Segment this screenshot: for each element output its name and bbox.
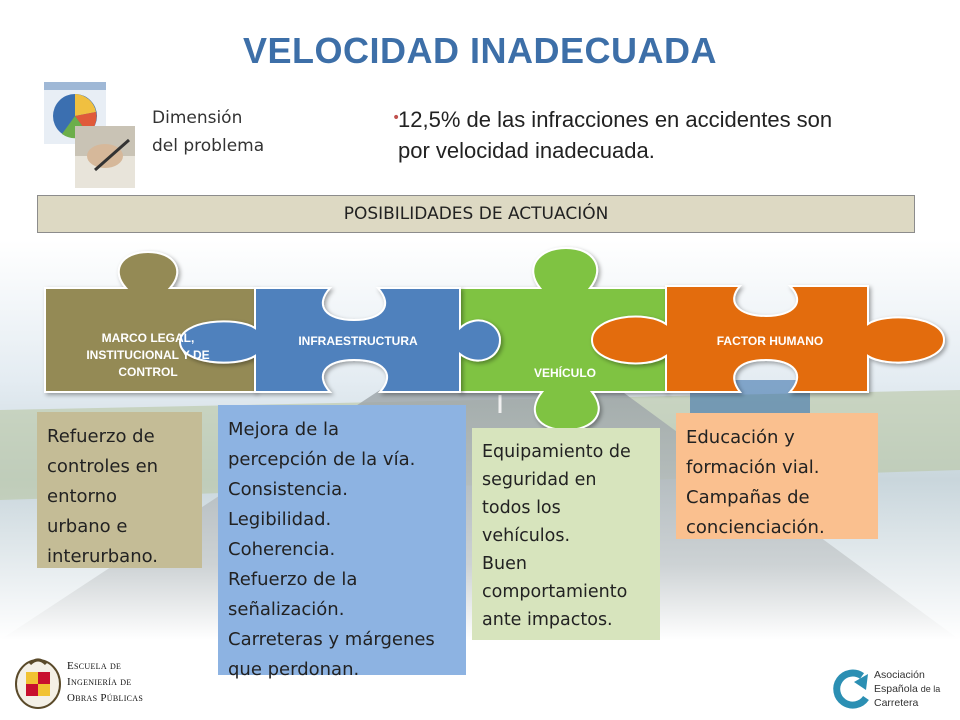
eicop-name <box>67 658 143 706</box>
vehicle-action-line: Equipamiento de <box>482 442 631 462</box>
aec-name-line2 <box>874 682 940 696</box>
puzzle-label-legal-line3: CONTROL <box>118 365 178 379</box>
vehicle-action-line: todos los <box>482 498 561 518</box>
dimension-label-line2: del problema <box>152 136 265 156</box>
eicop-crest-logo <box>12 654 64 710</box>
dimension-label-line1: Dimensión <box>152 108 243 128</box>
puzzle-label-legal-line1: MARCO LEGAL, <box>101 331 195 345</box>
puzzle-label-legal <box>48 330 248 381</box>
eicop-name-line3: Obras Públicas <box>67 692 144 704</box>
human-action-line: formación vial. <box>686 457 820 478</box>
infra-action-line: Consistencia. <box>228 479 348 500</box>
infrastructure-actions-box <box>218 405 466 680</box>
legal-action-line: controles en <box>47 456 159 477</box>
vehicle-action-line: comportamiento <box>482 582 628 602</box>
infra-action-line: percepción de la vía. <box>228 449 416 470</box>
infra-action-line: Legibilidad. <box>228 509 332 530</box>
slide-title: VELOCIDAD INADECUADA <box>242 30 717 71</box>
infra-action-line: Coherencia. <box>228 539 336 560</box>
actions-banner: POSIBILIDADES DE ACTUACIÓN <box>37 195 915 233</box>
eicop-name-line1: Escuela de <box>67 660 122 672</box>
legal-action-line: urbano e <box>47 516 128 537</box>
aec-name <box>874 668 940 710</box>
eicop-name-line2: Ingeniería de <box>67 676 132 688</box>
puzzle-label-infrastructure: INFRAESTRUCTURA <box>298 334 418 348</box>
puzzle-label-legal-line2: INSTITUCIONAL Y DE <box>86 348 210 362</box>
puzzle-label-human: FACTOR HUMANO <box>716 334 824 348</box>
infra-action-line: Mejora de la <box>228 419 340 440</box>
dimension-label <box>152 104 302 160</box>
aec-name-line2b: de la <box>920 684 941 694</box>
bullet-text: 12,5% de las infracciones en accidentes son por velocidad inadecuada. <box>398 107 833 163</box>
infra-action-line: Carreteras y márgenes <box>228 629 435 650</box>
human-action-line: concienciación. <box>686 517 825 538</box>
vehicle-action-line: ante impactos. <box>482 610 613 630</box>
vehicle-action-line: vehículos. <box>482 526 571 546</box>
human-action-line: Educación y <box>686 427 795 448</box>
hand-writing-thumbnail-image <box>75 126 135 188</box>
vehicle-action-line: Buen <box>482 554 527 574</box>
legal-action-line: interurbano. <box>47 546 159 567</box>
human-action-line: Campañas de <box>686 487 810 508</box>
bullet-marker: • <box>392 110 401 126</box>
human-actions-box <box>676 413 878 539</box>
legal-action-line: entorno <box>47 486 118 507</box>
vehicle-action-line: seguridad en <box>482 470 597 490</box>
puzzle-label-vehicle: VEHÍCULO <box>533 366 596 380</box>
infra-action-line: señalización. <box>228 599 345 620</box>
aec-name-line1: Asociación <box>874 669 925 681</box>
aec-logo-icon <box>832 668 872 712</box>
infra-action-line: Refuerzo de la <box>228 569 358 590</box>
legal-actions-box <box>37 412 202 568</box>
vehicle-actions-box <box>472 428 660 640</box>
aec-name-line3: Carretera <box>874 697 919 709</box>
infra-action-line: que perdonan. <box>228 659 360 680</box>
legal-action-line: Refuerzo de <box>47 426 155 447</box>
aec-name-line2a: Española <box>874 683 918 695</box>
